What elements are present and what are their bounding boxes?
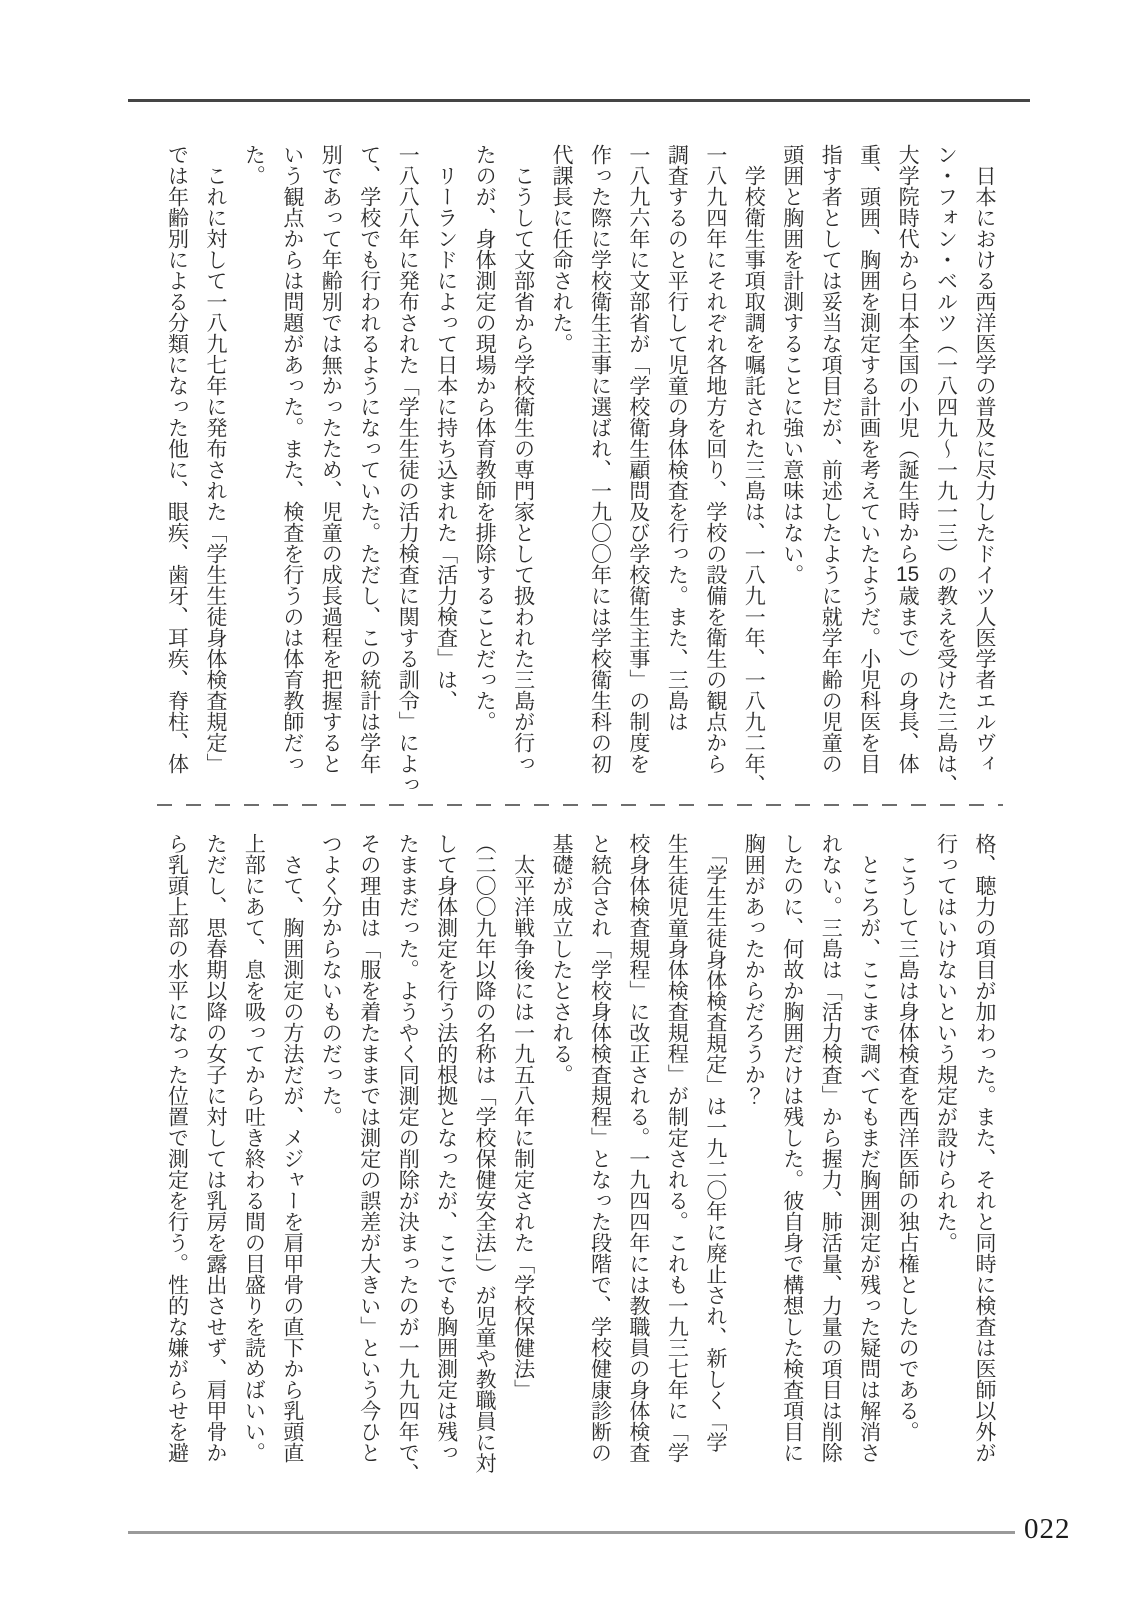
text-column: と統合され「学校身体検査規程」となった段階で、学校健康診断の — [588, 833, 612, 1463]
text-column: 胸囲があったからだろうか？ — [742, 833, 766, 1106]
text-column: いう観点からは問題があった。また、検査を行うのは体育教師だっ — [280, 144, 304, 774]
text-column: では年齢別による分類になった他に、眼疾、歯牙、耳疾、脊柱、体 — [165, 144, 189, 774]
text-column: ン・フォン・ベルツ（一八四九～一九一三）の教えを受けた三島は、 — [934, 144, 958, 795]
text-column: 一八九六年に文部省が「学校衛生顧問及び学校衛生主事」の制度を — [626, 144, 650, 774]
text-column: リーランドによって日本に持ち込まれた「活力検査」は、 — [434, 144, 458, 711]
text-column: 上部にあて、息を吸ってから吐き終わる間の目盛りを読めばいい。 — [242, 833, 266, 1463]
text-column: たままだった。ようやく同測定の削除が決まったのが一九九四年で、 — [396, 833, 420, 1484]
text-column: 大学院時代から日本全国の小児（誕生時から15歳まで）の身長、体 — [896, 144, 920, 774]
text-column: た。 — [242, 144, 266, 186]
text-column: 重、頭囲、胸囲を測定する計画を考えていたようだ。小児科医を目 — [857, 144, 881, 774]
text-column: これに対して一八九七年に発布された「学生生徒身体検査規定」 — [203, 144, 227, 774]
top-rule — [128, 99, 1030, 102]
text-column: 日本における西洋医学の普及に尽力したドイツ人医学者エルヴィ — [973, 144, 996, 774]
text-column: （二〇〇九年以降の名称は「学校保健安全法」）が児童や教職員に対 — [473, 833, 497, 1474]
bottom-rule — [128, 1531, 1015, 1534]
text-column: ただし、思春期以降の女子に対しては乳房を露出させず、肩甲骨か — [203, 833, 227, 1463]
text-column: 「学生生徒身体検査規定」は一九二〇年に廃止され、新しく「学 — [703, 833, 727, 1453]
text-column: 行ってはいけないという規定が設けられた。 — [934, 833, 958, 1253]
text-column: つよく分からないものだった。 — [319, 833, 343, 1127]
text-column: したのに、何故か胸囲だけは残した。彼自身で構想した検査項目に — [780, 833, 804, 1463]
text-column: 太平洋戦争後には一九五八年に制定された「学校保健法」 — [511, 833, 535, 1400]
text-column: たのが、身体測定の現場から体育教師を排除することだった。 — [473, 144, 497, 732]
text-column: さて、胸囲測定の方法だが、メジャーを肩甲骨の直下から乳頭直 — [280, 833, 304, 1463]
text-column: 代課長に任命された。 — [550, 144, 574, 354]
text-column: 一八八八年に発布された「学生生徒の活力検査に関する訓令」によっ — [396, 144, 420, 795]
text-column: 校身体検査規程」に改正される。一九四四年には教職員の身体検査 — [626, 833, 650, 1463]
text-column: ら乳頭上部の水平になった位置で測定を行う。性的な嫌がらせを避 — [165, 833, 189, 1463]
bottom-text-block — [157, 833, 1003, 1493]
text-column: 指す者としては妥当な項目だが、前述したように就学年齢の児童の — [819, 144, 843, 774]
text-column: て、学校でも行われるようになっていた。ただし、この統計は学年 — [357, 144, 381, 774]
text-column: 作った際に学校衛生主事に選ばれ、一九〇〇年には学校衛生科の初 — [588, 144, 612, 774]
text-column: こうして三島は身体検査を西洋医師の独占権としたのである。 — [896, 833, 920, 1442]
text-column: れない。三島は「活力検査」から握力、肺活量、力量の項目は削除 — [819, 833, 843, 1463]
text-column: 生生徒児童身体検査規程」が制定される。これも一九三七年に「学 — [665, 833, 689, 1463]
top-text-block — [157, 144, 1003, 796]
text-column: 頭囲と胸囲を計測することに強い意味はない。 — [780, 144, 804, 585]
tate-chu-yoko-digits: 15 — [896, 564, 920, 585]
text-column: 別であって年齢別では無かったため、児童の成長過程を把握すると — [319, 144, 343, 774]
text-column: その理由は「服を着たままでは測定の誤差が大きい」という今ひと — [357, 833, 381, 1463]
text-column: 調査するのと平行して児童の身体検査を行った。また、三島は — [665, 144, 689, 732]
text-column: 格、聴力の項目が加わった。また、それと同時に検査は医師以外が — [973, 833, 996, 1463]
text-column: ところが、ここまで調べてもまだ胸囲測定が残った疑問は解消さ — [857, 833, 881, 1463]
text-column: 基礎が成立したとされる。 — [550, 833, 574, 1085]
section-divider-dashed-line — [157, 804, 1003, 806]
text-column: 一八九四年にそれぞれ各地方を回り、学校の設備を衛生の観点から — [703, 144, 727, 774]
text-column: 学校衛生事項取調を嘱託された三島は、一八九一年、一八九二年、 — [742, 144, 766, 795]
text-column: して身体測定を行う法的根拠となったが、ここでも胸囲測定は残っ — [434, 833, 458, 1463]
text-column: こうして文部省から学校衛生の専門家として扱われた三島が行っ — [511, 144, 535, 774]
page-number: 022 — [1024, 1513, 1071, 1545]
